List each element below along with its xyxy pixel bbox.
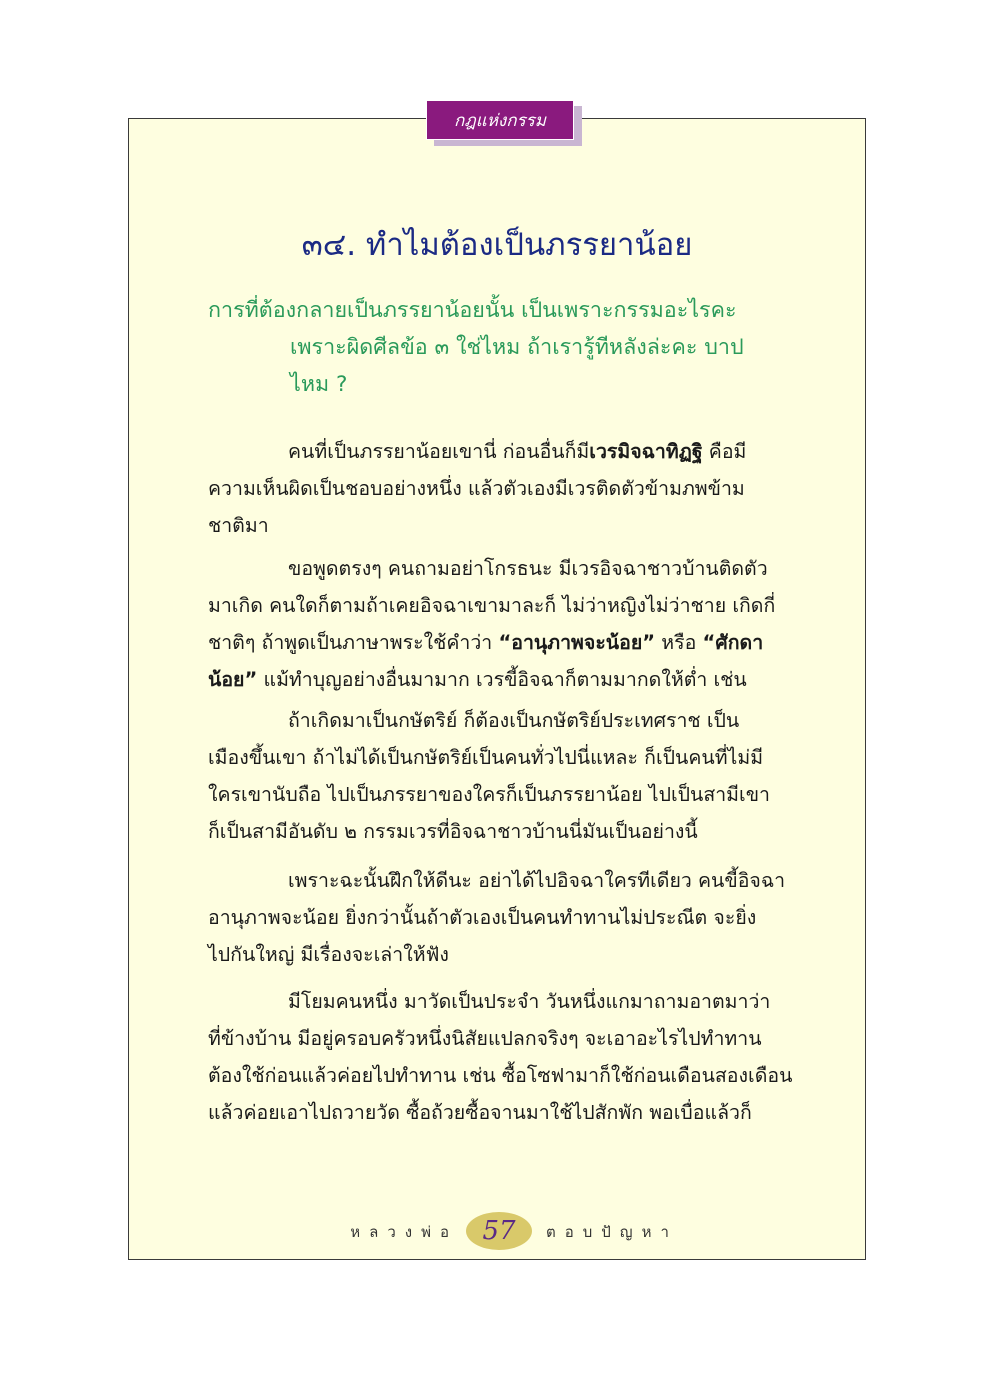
text-line: ใครเขานับถือ ไปเป็นภรรยาของใครก็เป็นภรรยาน้อย ไปเป็นสามีเขา (208, 783, 770, 806)
text-line: ขอพูดตรงๆ คนถามอย่าโกรธนะ มีเวรอิจฉาชาวบ้านติดตัว (288, 557, 768, 580)
page-footer (128, 1210, 866, 1254)
text-line: แล้วค่อยเอาไปถวายวัด ซื้อถ้วยซื้อจานมาใช้ไปสักพัก พอเบื่อแล้วก็ (208, 1101, 752, 1124)
paragraph-5 (208, 983, 800, 1131)
question-block (208, 292, 800, 403)
text-line: เพราะฉะนั้นฝึกให้ดีนะ อย่าได้ไปอิจฉาใครทีเดียว คนขี้อิจฉา (288, 869, 786, 892)
text-line: ชาติมา (208, 514, 269, 537)
text-line: ชาติๆ ถ้าพูดเป็นภาษาพระใช้คำว่า “อานุภาพจะน้อย” หรือ “ศักดา (208, 631, 764, 654)
page-number: 57 (466, 1212, 532, 1250)
question-line: การที่ต้องกลายเป็นภรรยาน้อยนั้น เป็นเพราะกรรมอะไรคะ (208, 298, 737, 323)
text-line: ความเห็นผิดเป็นชอบอย่างหนึ่ง แล้วตัวเองมีเวรติดตัวข้ามภพข้าม (208, 477, 745, 500)
paragraph-1 (208, 433, 800, 544)
text-line: อานุภาพจะน้อย ยิ่งกว่านั้นถ้าตัวเองเป็นคนทำทานไม่ประณีต จะยิ่ง (208, 906, 757, 929)
text-line: น้อย” แม้ทำบุญอย่างอื่นมามาก เวรขี้อิจฉาก็ตามมากดให้ต่ำ เช่น (208, 668, 747, 691)
text-line: มีโยมคนหนึ่ง มาวัดเป็นประจำ วันหนึ่งแกมาถามอาตมาว่า (288, 990, 771, 1013)
text-line: ถ้าเกิดมาเป็นกษัตริย์ ก็ต้องเป็นกษัตริย์ประเทศราช เป็น (288, 709, 740, 732)
text-line: คนที่เป็นภรรยาน้อยเขานี่ ก่อนอื่นก็มีเวรมิจฉาทิฏฐิ คือมี (288, 440, 747, 463)
header-tab: กฎแห่งกรรม (426, 100, 574, 140)
chapter-title: ๓๔. ทำไมต้องเป็นภรรยาน้อย (301, 227, 693, 263)
question-line: เพราะผิดศีลข้อ ๓ ใช่ไหม ถ้าเรารู้ทีหลังล่ะคะ บาป (290, 335, 744, 360)
footer-book-title-left: หลวงพ่อ (350, 1223, 458, 1241)
text-line: มาเกิด คนใดก็ตามถ้าเคยอิจฉาเขามาละก็ ไม่ว่าหญิงไม่ว่าชาย เกิดกี่ (208, 594, 776, 617)
text-line: ก็เป็นสามีอันดับ ๒ กรรมเวรที่อิจฉาชาวบ้านนี่มันเป็นอย่างนี้ (208, 820, 698, 843)
text-line: เมืองขึ้นเขา ถ้าไม่ได้เป็นกษัตริย์เป็นคนทั่วไปนี่แหละ ก็เป็นคนที่ไม่มี (208, 746, 764, 769)
paragraph-2 (208, 550, 800, 698)
paragraph-3 (208, 702, 800, 850)
text-line: ต้องใช้ก่อนแล้วค่อยไปทำทาน เช่น ซื้อโซฟามาก็ใช้ก่อนเดือนสองเดือน (208, 1064, 793, 1087)
footer-book-title-right: ตอบปัญหา (546, 1223, 678, 1241)
text-line: ไปกันใหญ่ มีเรื่องจะเล่าให้ฟัง (208, 943, 449, 966)
question-line: ไหม ? (290, 372, 348, 397)
text-line: ที่ข้างบ้าน มีอยู่ครอบครัวหนึ่งนิสัยแปลกจริงๆ จะเอาอะไรไปทำทาน (208, 1027, 762, 1050)
paragraph-4 (208, 862, 800, 973)
